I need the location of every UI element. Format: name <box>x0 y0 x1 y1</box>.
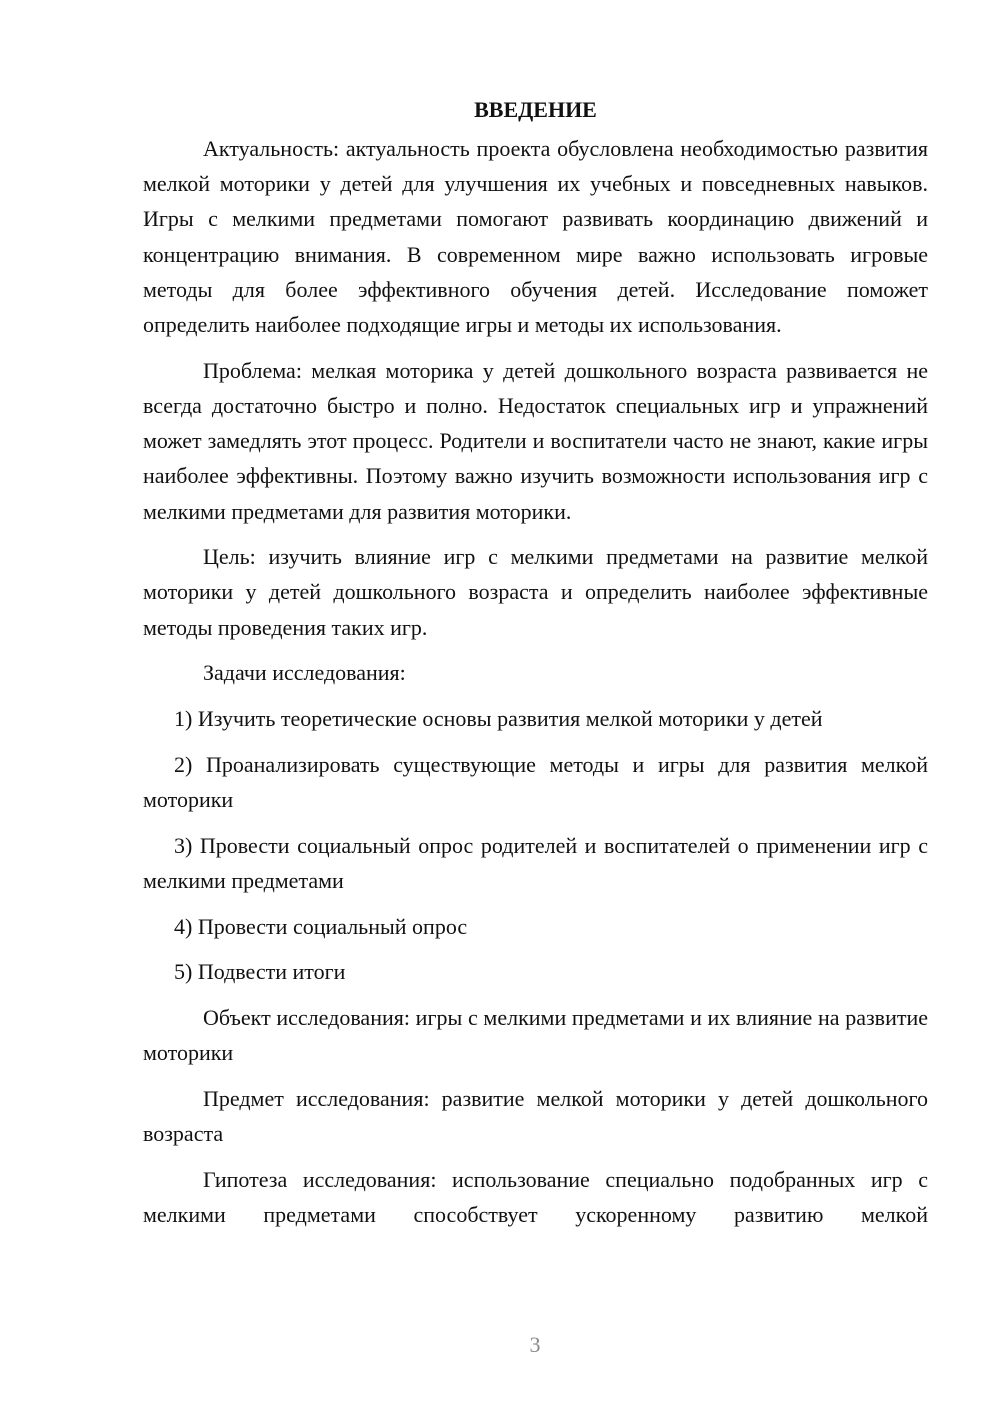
paragraph-hypothesis: Гипотеза исследования: использование специально подобранных игр с мелкими предметами способствует ускоренному развитию мелкой <box>143 1166 928 1227</box>
task-item-4: 4) Провести социальный опрос <box>174 913 468 939</box>
paragraph-object: Объект исследования: игры с мелкими предметами и их влияние на развитие моторики <box>143 1004 928 1066</box>
page-number: 3 <box>529 1332 541 1357</box>
document-page <box>143 92 928 1232</box>
paragraph-tasks-heading: Задачи исследования: <box>203 660 406 686</box>
paragraph-problem: Проблема: мелкая моторика у детей дошкольного возраста развивается не всегда достаточно быстро и полно. Недостаток специальных игр и упражнений может замедлять этот процесс. Родители и воспитатели часто не знают, какие игры наиболее эффективны. Поэтому важно изучить возможности использования игр с мелкими предметами для развития моторики. <box>143 357 928 524</box>
paragraph-relevance: Актуальность: актуальность проекта обусловлена необходимостью развития мелкой моторики у детей для улучшения их учебных и повседневных навыков. Игры с мелкими предметами помогают развивать координацию движений и концентрацию внимания. В современном мире важно использовать игровые методы для более эффективного обучения детей. Исследование поможет определить наиболее подходящие игры и методы их использования. <box>143 136 928 338</box>
section-title: ВВЕДЕНИЕ <box>474 97 597 122</box>
paragraph-subject: Предмет исследования: развитие мелкой моторики у детей дошкольного возраста <box>143 1085 928 1147</box>
task-item-2: 2) Проанализировать существующие методы и игры для развития мелкой моторики <box>143 751 928 812</box>
task-item-3: 3) Провести социальный опрос родителей и воспитателей о применении игр с мелкими предметами <box>143 832 928 893</box>
paragraph-goal: Цель: изучить влияние игр с мелкими предметами на развитие мелкой моторики у детей дошкольного возраста и определить наиболее эффективные методы проведения таких игр. <box>143 544 928 640</box>
task-item-5: 5) Подвести итоги <box>174 959 346 985</box>
task-item-1: 1) Изучить теоретические основы развития мелкой моторики у детей <box>174 706 823 732</box>
